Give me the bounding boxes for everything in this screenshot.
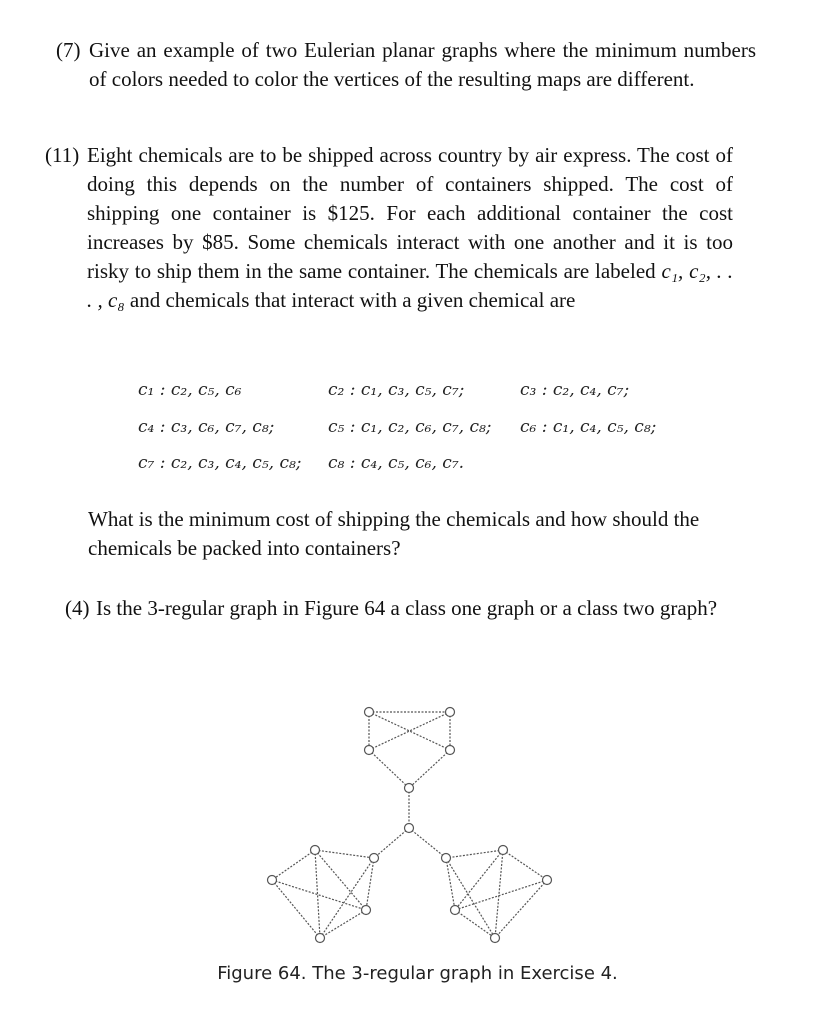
graph-vertex (442, 854, 451, 863)
graph-edge (495, 850, 503, 938)
problem-text-end: and chemicals that interact with a given chemical are (124, 288, 576, 312)
graph-edge (446, 858, 455, 910)
problem-text: Give an example of two Eulerian planar graphs where the minimum numbers of colors needed to color the vertices of the resulting maps are different. (89, 38, 756, 91)
graph-edge (409, 828, 446, 858)
problem-number: (7) (56, 38, 81, 62)
graph-edge (369, 712, 450, 750)
interaction-entry: c₈ : c₄, c₅, c₆, c₇. (328, 453, 465, 473)
graph-edge (272, 850, 315, 880)
graph-edge (409, 750, 450, 788)
interaction-entry: c₅ : c₁, c₂, c₆, c₇, c₈; (328, 417, 492, 437)
graph-vertex (365, 708, 374, 717)
problem-text: Is the 3-regular graph in Figure 64 a class one graph or a class two graph? (96, 596, 718, 620)
graph-edge (446, 850, 503, 858)
figure-caption: Figure 64. The 3-regular graph in Exercise 4. (217, 963, 618, 984)
interaction-entry: c₇ : c₂, c₃, c₄, c₅, c₈; (138, 453, 302, 473)
graph-vertex (365, 746, 374, 755)
interaction-entry: c₆ : c₁, c₄, c₅, c₈; (520, 417, 657, 437)
interaction-entry: c₂ : c₁, c₃, c₅, c₇; (328, 380, 465, 400)
graph-edge (374, 828, 409, 858)
graph-edge (495, 880, 547, 938)
graph-vertex (499, 846, 508, 855)
interaction-entry: c₄ : c₃, c₆, c₇, c₈; (138, 417, 275, 437)
graph-vertex (316, 934, 325, 943)
graph-vertex (370, 854, 379, 863)
graph-edge (272, 880, 366, 910)
graph-edge (455, 850, 503, 910)
graph-edge (369, 712, 450, 750)
graph-edge (455, 910, 495, 938)
graph-vertex (491, 934, 500, 943)
graph-vertex (268, 876, 277, 885)
graph-vertex (362, 906, 371, 915)
interaction-row (138, 453, 738, 477)
graph-edge (315, 850, 374, 858)
graph-vertex (451, 906, 460, 915)
chemical-label-list: c₁, c₂, . . . , c₈ (87, 259, 733, 312)
problem-11 (45, 141, 733, 315)
problem-number: (11) (45, 143, 80, 167)
graph-vertex (446, 746, 455, 755)
graph-vertex (311, 846, 320, 855)
graph-vertex (405, 824, 414, 833)
graph-edge (315, 850, 366, 910)
interaction-row (138, 417, 738, 441)
figure-64-graph (260, 700, 560, 950)
interaction-entry: c₁ : c₂, c₅, c₆ (138, 380, 242, 400)
problem-7 (56, 36, 756, 94)
graph-edge (320, 858, 374, 938)
graph-edge (369, 750, 409, 788)
problem-text-start: Eight chemicals are to be shipped across country by air express. The cost of doing this depends on the number of containers shipped. The cost of shipping one container is $125. For each additional container the cost increases by $85. Some chemicals interact with one another and it is too risky to ship them in the same container. The chemicals are labeled (87, 143, 733, 283)
problem-11-question: What is the minimum cost of shipping the chemicals and how should the chemicals be packed into containers? (88, 507, 700, 560)
problem-number: (4) (65, 596, 90, 620)
graph-edge (366, 858, 374, 910)
graph-vertex (446, 708, 455, 717)
graph-vertex (405, 784, 414, 793)
interaction-entry: c₃ : c₂, c₄, c₇; (520, 380, 630, 400)
problem-text (87, 141, 733, 315)
problem-4 (65, 594, 775, 623)
graph-edge (503, 850, 547, 880)
graph-vertex (543, 876, 552, 885)
graph-edge (272, 880, 320, 938)
graph-edge (320, 910, 366, 938)
interaction-row (138, 380, 738, 404)
